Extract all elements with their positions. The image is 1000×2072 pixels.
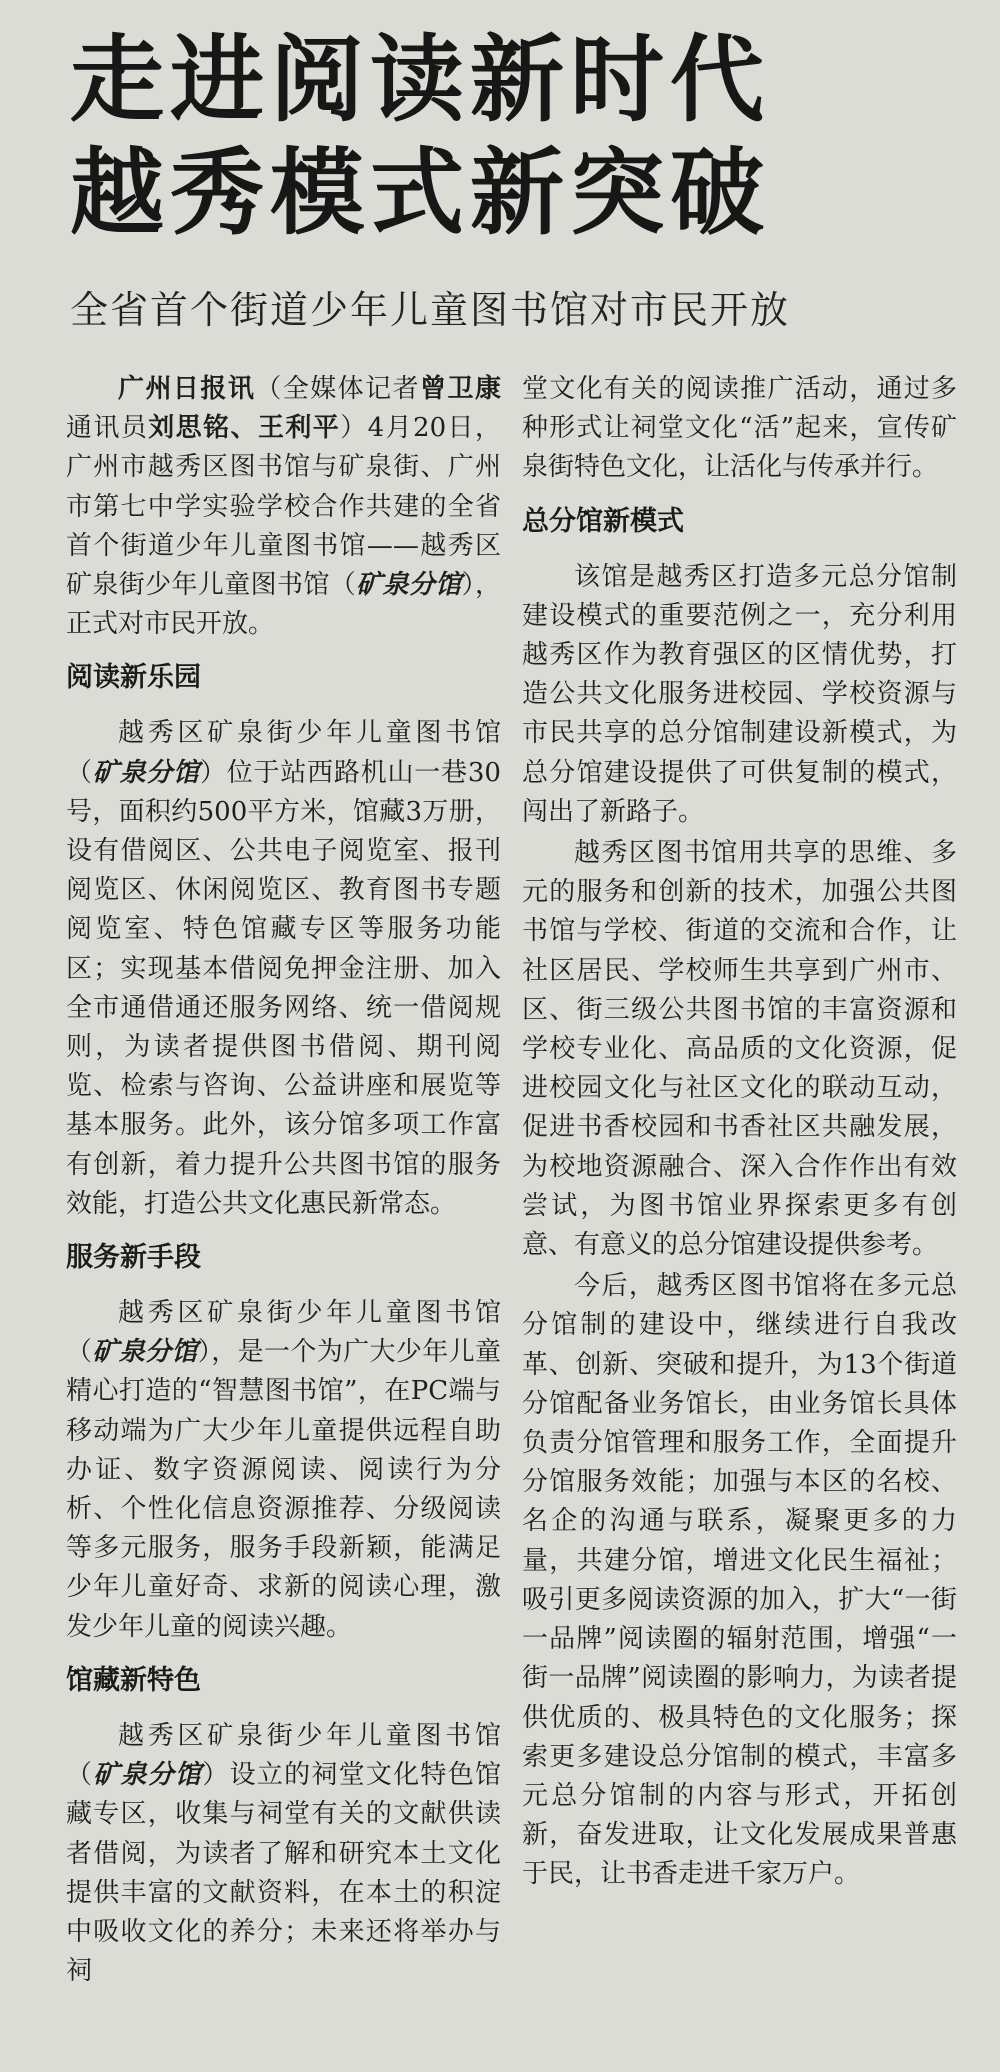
section2-paragraph	[66, 1294, 501, 1647]
section-heading-branch-model: 总分馆新模式	[522, 505, 684, 537]
right-column	[522, 370, 957, 1895]
correspondent-names: 刘思铭、王利平	[148, 413, 341, 444]
subtitle: 全省首个街道少年儿童图书馆对市民开放	[70, 288, 791, 332]
section-heading-reading-park: 阅读新乐园	[66, 662, 201, 694]
section1-paragraph	[66, 714, 501, 1224]
left-column	[66, 370, 501, 1991]
news-source: 广州日报讯	[118, 374, 256, 404]
lead-paragraph	[66, 370, 501, 644]
section3-paragraph	[66, 1717, 501, 1991]
headline-line-2: 越秀模式新突破	[70, 139, 771, 248]
lead-branch-name: 矿泉分馆	[356, 570, 462, 601]
section1-rest: ）位于站西路机山一巷30号，面积约500平方米，馆藏3万册，设有借阅区、公共电子阅览室、报刊阅览区、休闲阅览区、教育图书专题阅览室、特色馆藏专区等服务功能区；实现基本借阅免押金注册、加入全市通借通还服务网络、统一借阅规则，为读者提供图书借阅、期刊阅览、检索与咨询、公益讲座和展览等基本服务。此外，该分馆多项工作富有创新，着力提升公共图书馆的服务效能，打造公共文化惠民新常态。	[66, 757, 501, 1219]
lead-body-2: ），正式对市民开放。	[66, 570, 501, 640]
section2-start: 越秀区矿泉街少年儿童图书馆（	[66, 1298, 501, 1368]
section-heading-service: 服务新手段	[66, 1242, 201, 1274]
byline-mid: 通讯员	[66, 413, 149, 444]
section3-rest: ）设立的祠堂文化特色馆藏专区，收集与祠堂有关的文献供读者借阅，为读者了解和研究本土文化提供丰富的文献资料，在本土的积淀中吸收文化的养分；未来还将举办与祠	[66, 1760, 501, 1987]
section1-start: 越秀区矿泉街少年儿童图书馆（	[66, 718, 501, 788]
section4-paragraph-3: 今后，越秀区图书馆将在多元总分馆制的建设中，继续进行自我改革、创新、突破和提升，为13个街道分馆配备业务馆长，由业务馆长具体负责分馆管理和服务工作，全面提升分馆服务效能；加强与本区的名校、名企的沟通与联系，凝聚更多的力量，共建分馆，增进文化民生福祉；吸引更多阅读资源的加入，扩大“一街一品牌”阅读圈的辐射范围，增强“一街一品牌”阅读圈的影响力，为读者提供优质的、极具特色的文化服务；探索更多建设总分馆制的模式，丰富多元总分馆制的内容与形式，开拓创新，奋发进取，让文化发展成果普惠于民，让书香走进千家万户。	[522, 1271, 957, 1890]
headline-line-1: 走进阅读新时代	[70, 26, 771, 135]
section3-continued-paragraph: 堂文化有关的阅读推广活动，通过多种形式让祠堂文化“活”起来，宣传矿泉街特色文化，让活化与传承并行。	[522, 374, 957, 483]
section3-start: 越秀区矿泉街少年儿童图书馆（	[66, 1720, 501, 1791]
section-heading-collection: 馆藏新特色	[66, 1664, 201, 1696]
reporter-names: 曾卫康	[420, 374, 501, 404]
section2-branch-name: 矿泉分馆	[92, 1337, 198, 1368]
lead-body-1: 4月20日，广州市越秀区图书馆与矿泉街、广州市第七中学实验学校合作共建的全省首个街道少年儿童图书馆——越秀区矿泉街少年儿童图书馆（	[66, 413, 501, 601]
byline-open: （全媒体记者	[255, 374, 421, 404]
headline	[70, 24, 770, 250]
section4-paragraph-2: 越秀区图书馆用共享的思维、多元的服务和创新的技术，加强公共图书馆与学校、街道的交流和合作，让社区居民、学校师生共享到广州市、区、街三级公共图书馆的丰富资源和学校专业化、高品质的文化资源，促进校园文化与社区文化的联动互动，促进书香校园和书香社区共融发展，为校地资源融合、深入合作作出有效尝试，为图书馆业界探索更多有创意、有意义的总分馆建设提供参考。	[522, 838, 957, 1261]
section2-rest: ），是一个为广大少年儿童精心打造的“智慧图书馆”，在PC端与移动端为广大少年儿童提供远程自助办证、数字资源阅读、阅读行为分析、个性化信息资源推荐、分级阅读等多元服务，服务手段新颖，能满足少年儿童好奇、求新的阅读心理，激发少年儿童的阅读兴趣。	[66, 1337, 501, 1642]
section4-paragraph-1: 该馆是越秀区打造多元总分馆制建设模式的重要范例之一，充分利用越秀区作为教育强区的区情优势，打造公共文化服务进校园、学校资源与市民共享的总分馆制建设新模式，为总分馆建设提供了可供复制的模式，闯出了新路子。	[522, 561, 957, 827]
section1-branch-name: 矿泉分馆	[92, 757, 200, 788]
section3-branch-name: 矿泉分馆	[93, 1760, 203, 1791]
byline-close: ）	[340, 413, 368, 444]
